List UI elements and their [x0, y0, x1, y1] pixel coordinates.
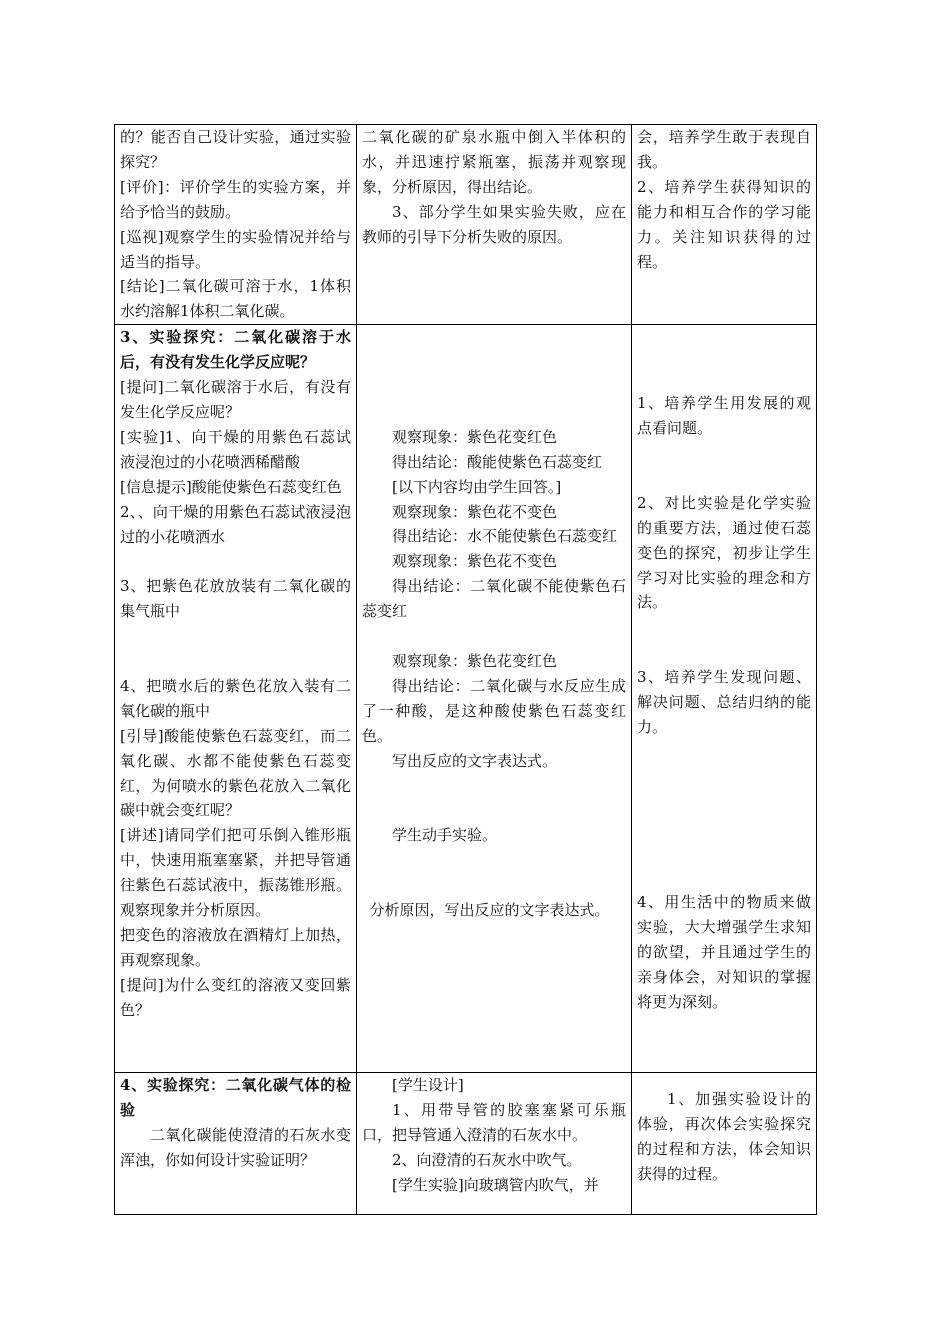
- student-text: 得出结论：水不能使紫色石蕊变红: [392, 527, 618, 546]
- student-text: [学生实验]向玻璃管内吹气，并: [392, 1175, 599, 1194]
- section-heading: 4、实验探究：二氧化碳气体的检验: [120, 1076, 351, 1120]
- teacher-text: [提问]二氧化碳溶于水后，有没有发生化学反应呢？: [120, 378, 351, 421]
- teacher-text: [巡视]观察学生的实验情况并给与适当的指导。: [120, 227, 351, 271]
- student-text: [学生设计]: [392, 1076, 464, 1095]
- teacher-activity-cell: [115, 325, 357, 1073]
- teacher-text: 把变色的溶液放在酒精灯上加热，再观察现象。: [120, 925, 351, 969]
- intent-text: 4、用生活中的物质来做实验，大大增强学生求知的欲望，并且通过学生的亲身体会，对知识的掌握将更为深刻。: [637, 892, 811, 1011]
- table-row: [115, 125, 817, 325]
- teacher-text: [结论]二氧化碳可溶于水，1体积水约溶解1体积二氧化碳。: [120, 277, 351, 321]
- student-text: 写出反应的文字表达式。: [392, 751, 558, 770]
- student-text: 1、用带导管的胶塞塞紧可乐瓶口，把导管通入澄清的石灰水中。: [362, 1101, 626, 1145]
- student-text: 观察现象：紫色花变红色: [392, 427, 558, 446]
- student-text: 3、部分学生如果实验失败，应在教师的引导下分析失败的原因。: [362, 202, 626, 246]
- student-text: 得出结论：二氧化碳与水反应生成了一种酸，是这种酸使紫色石蕊变红色。: [362, 676, 626, 745]
- student-text: 得出结论：酸能使紫色石蕊变红: [392, 452, 603, 471]
- intent-text: 1、加强实验设计的体验，再次体会实验探究的过程和方法，体会知识获得的过程。: [637, 1090, 811, 1183]
- design-intent-cell: [632, 125, 817, 325]
- student-text: 观察现象：紫色花不变色: [392, 502, 558, 521]
- intent-text: 3、培养学生发现问题、解决问题、总结归纳的能力。: [637, 668, 811, 736]
- table-row: [115, 325, 817, 1073]
- student-text: 二氧化碳的矿泉水瓶中倒入半体积的水，并迅速拧紧瓶塞，振荡并观察现象，分析原因，得出结论。: [362, 128, 626, 196]
- student-text: 得出结论：二氧化碳不能使紫色石蕊变红: [362, 577, 626, 621]
- teacher-text: 3、把紫色花放放装有二氧化碳的集气瓶中: [120, 577, 351, 621]
- teacher-text: [信息提示]酸能使紫色石蕊变红色: [120, 477, 342, 496]
- design-intent-cell: [632, 325, 817, 1073]
- design-intent-cell: [632, 1073, 817, 1215]
- student-activity-cell: [357, 125, 632, 325]
- student-activity-cell: [357, 1073, 632, 1215]
- student-text: 观察现象：紫色花变红色: [392, 651, 558, 670]
- teacher-text: 4、把喷水后的紫色花放入装有二氧化碳的瓶中: [120, 676, 351, 720]
- teacher-text: 2、、向干燥的用紫色石蕊试液浸泡过的小花喷洒水: [120, 502, 351, 546]
- intent-text: 2、培养学生获得知识的能力和相互合作的学习能力。关注知识获得的过程。: [637, 177, 811, 271]
- section-heading: 3、实验探究：二氧化碳溶于水后，有没有发生化学反应呢？: [120, 328, 351, 372]
- teacher-activity-cell: [115, 1073, 357, 1215]
- student-text: [以下内容均由学生回答。]: [392, 477, 562, 496]
- teacher-text: [评价]：评价学生的实验方案，并给予恰当的鼓励。: [120, 177, 351, 221]
- intent-text: 2、对比实验是化学实验的重要方法，通过使石蕊变色的探究，初步让学生学习对比实验的理念和方法。: [637, 493, 811, 612]
- student-text: 学生动手实验。: [392, 826, 498, 845]
- student-text: 分析原因，写出反应的文字表达式。: [369, 901, 610, 920]
- teacher-text: 二氧化碳能使澄清的石灰水变浑浊，你如何设计实验证明？: [120, 1126, 351, 1169]
- teacher-activity-cell: [115, 125, 357, 325]
- teacher-text: 的？能否自己设计实验，通过实验探究？: [120, 128, 351, 171]
- teacher-text: [引导]酸能使紫色石蕊变红，而二氧化碳、水都不能使紫色石蕊变红，为何喷水的紫色花放入二氧化碳中就会变红呢？: [120, 726, 351, 820]
- teacher-text: [提问]为什么变红的溶液又变回紫色？: [120, 975, 351, 1019]
- student-text: 观察现象：紫色花不变色: [392, 552, 558, 571]
- teacher-text: [讲述]请同学们把可乐倒入锥形瓶中，快速用瓶塞塞紧，并把导管通往紫色石蕊试液中，振荡锥形瓶。观察现象并分析原因。: [120, 826, 351, 920]
- student-activity-cell: [357, 325, 632, 1073]
- intent-text: 会，培养学生敢于表现自我。: [637, 128, 811, 171]
- student-text: 2、向澄清的石灰水中吹气。: [392, 1150, 582, 1169]
- teacher-text: [实验]1、向干燥的用紫色石蕊试液浸泡过的小花喷洒稀醋酸: [120, 427, 351, 471]
- table-row: [115, 1073, 817, 1215]
- lesson-plan-table: [114, 124, 817, 1215]
- intent-text: 1、培养学生用发展的观点看问题。: [637, 394, 811, 438]
